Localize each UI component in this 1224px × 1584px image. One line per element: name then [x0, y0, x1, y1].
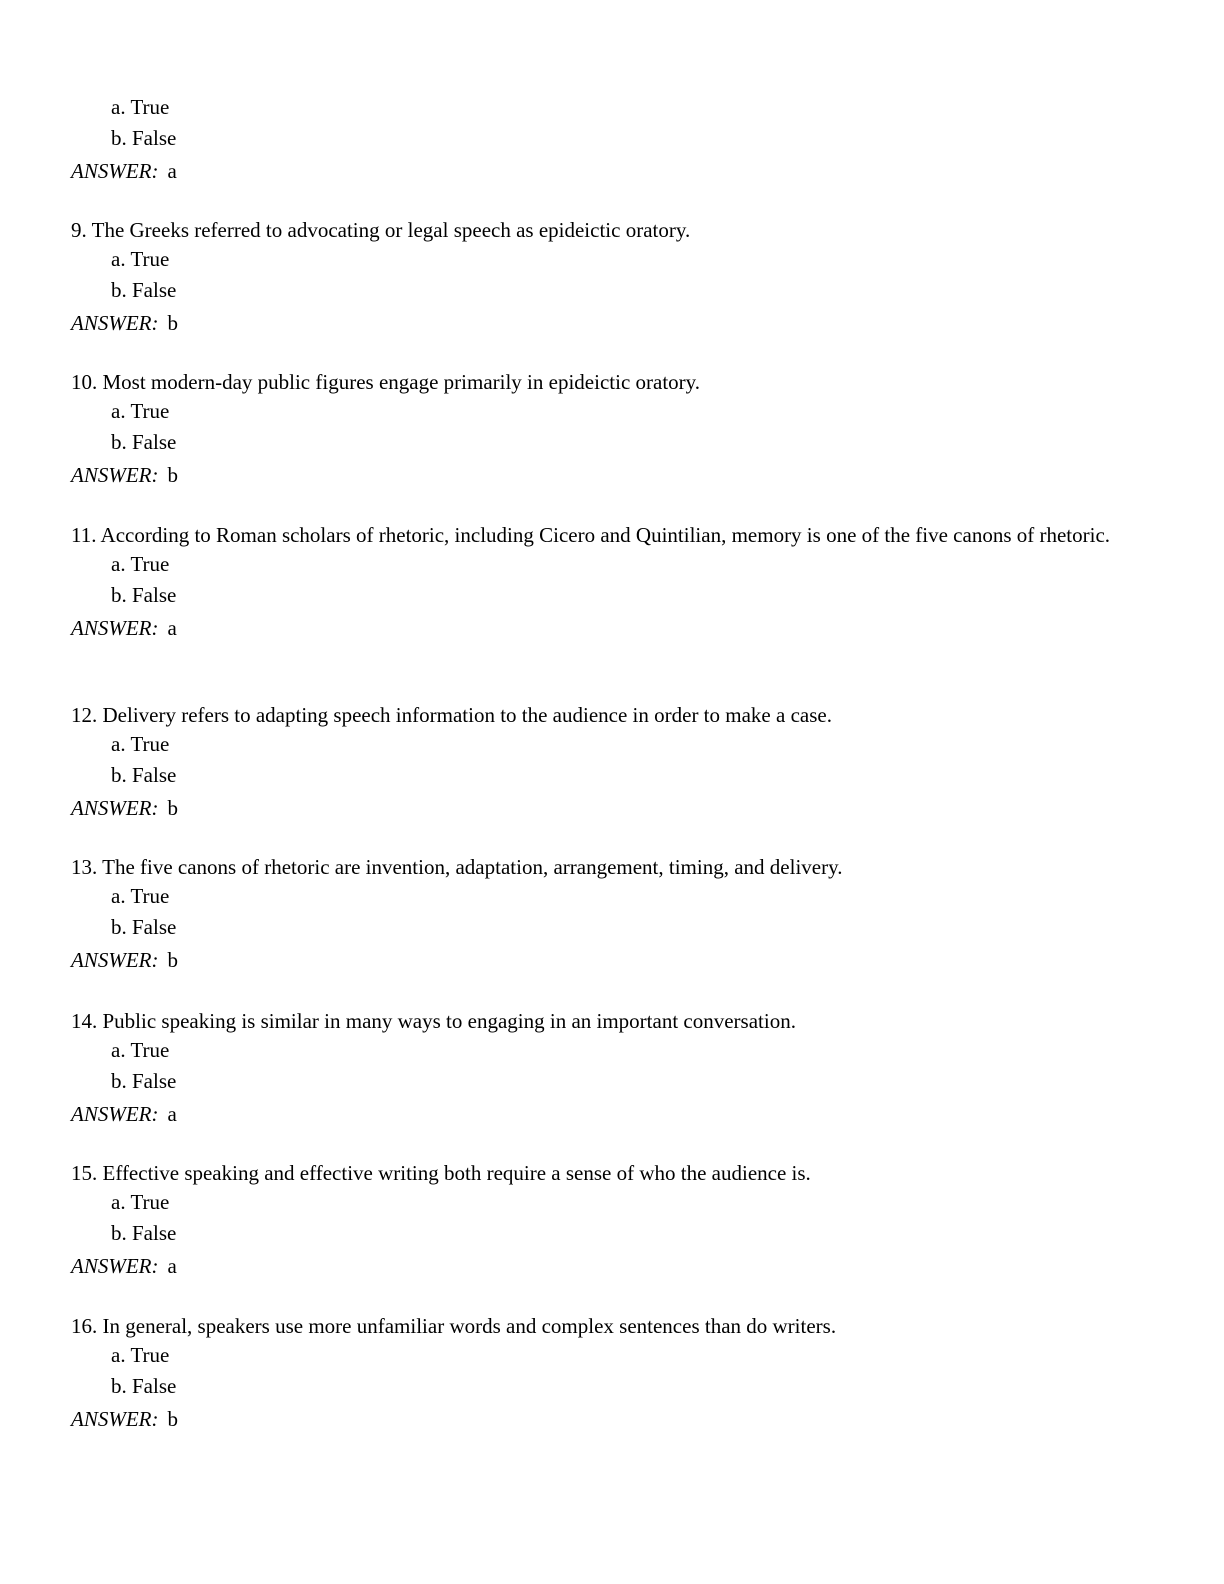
option-a: a. True: [111, 95, 170, 119]
answer-value: b: [167, 796, 178, 820]
option-b: b. False: [111, 763, 177, 787]
option-b: b. False: [111, 278, 177, 302]
answer-value: b: [167, 463, 178, 487]
answer-label: ANSWER:: [71, 463, 159, 487]
question-text: 14. Public speaking is similar in many ways to engaging in an important conversation.: [71, 1009, 796, 1033]
question-14: [71, 1008, 1151, 1131]
question-8-continued: [71, 92, 1151, 188]
option-a: a. True: [111, 732, 170, 756]
answer-line: [71, 944, 1151, 977]
answer-label: ANSWER:: [71, 948, 159, 972]
question-text: 15. Effective speaking and effective writing both require a sense of who the audience is.: [71, 1161, 811, 1185]
question-11: [71, 522, 1151, 645]
answer-line: [71, 612, 1151, 645]
answer-line: [71, 1098, 1151, 1131]
question-text: 11. According to Roman scholars of rhetoric, including Cicero and Quintilian, memory is one of the five canons of rhetoric.: [71, 523, 1111, 547]
answer-line: [71, 792, 1151, 825]
option-b: b. False: [111, 583, 177, 607]
option-b: b. False: [111, 430, 177, 454]
answer-value: a: [167, 616, 177, 640]
answer-label: ANSWER:: [71, 1407, 159, 1431]
answer-value: b: [167, 311, 178, 335]
option-a: a. True: [111, 399, 170, 423]
option-a: a. True: [111, 1038, 170, 1062]
question-9: [71, 217, 1151, 340]
question-10: [71, 369, 1151, 492]
answer-line: [71, 307, 1151, 340]
option-b: b. False: [111, 1069, 177, 1093]
answer-label: ANSWER:: [71, 159, 159, 183]
option-b: b. False: [111, 915, 177, 939]
question-text: 12. Delivery refers to adapting speech information to the audience in order to make a case.: [71, 703, 832, 727]
answer-line: [71, 155, 1151, 188]
answer-value: b: [167, 1407, 178, 1431]
answer-line: [71, 1403, 1151, 1436]
answer-value: a: [167, 1102, 177, 1126]
option-a: a. True: [111, 552, 170, 576]
answer-label: ANSWER:: [71, 1254, 159, 1278]
answer-line: [71, 1250, 1151, 1283]
question-13: [71, 854, 1151, 977]
option-b: b. False: [111, 1221, 177, 1245]
answer-value: b: [167, 948, 178, 972]
question-text: 10. Most modern-day public figures engage primarily in epideictic oratory.: [71, 370, 701, 394]
answer-value: a: [167, 1254, 177, 1278]
option-a: a. True: [111, 1343, 170, 1367]
answer-line: [71, 459, 1151, 492]
answer-label: ANSWER:: [71, 1102, 159, 1126]
answer-label: ANSWER:: [71, 796, 159, 820]
option-a: a. True: [111, 1190, 170, 1214]
option-b: b. False: [111, 126, 177, 150]
answer-label: ANSWER:: [71, 616, 159, 640]
answer-label: ANSWER:: [71, 311, 159, 335]
option-b: b. False: [111, 1374, 177, 1398]
option-a: a. True: [111, 247, 170, 271]
answer-value: a: [167, 159, 177, 183]
option-a: a. True: [111, 884, 170, 908]
question-text: 9. The Greeks referred to advocating or legal speech as epideictic oratory.: [71, 218, 691, 242]
question-text: 16. In general, speakers use more unfamiliar words and complex sentences than do writers.: [71, 1314, 837, 1338]
question-15: [71, 1160, 1151, 1283]
question-text: 13. The five canons of rhetoric are invention, adaptation, arrangement, timing, and delivery.: [71, 855, 843, 879]
question-16: [71, 1313, 1151, 1436]
question-12: [71, 702, 1151, 825]
